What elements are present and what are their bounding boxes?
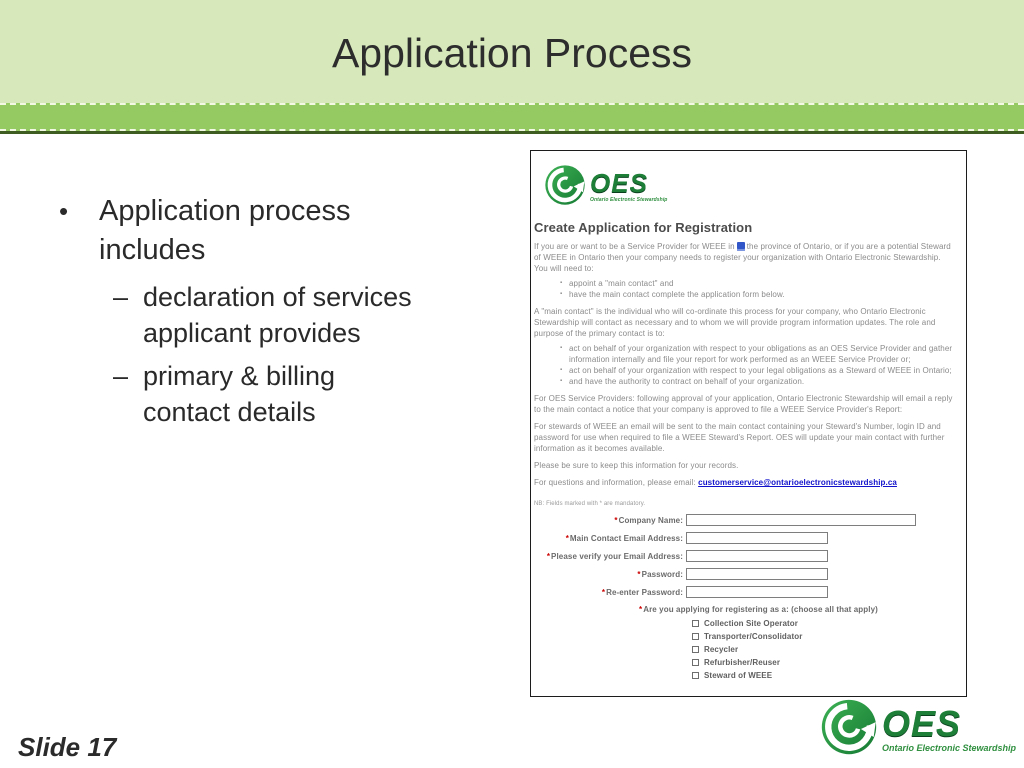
oes-tagline: Ontario Electronic Stewardship <box>590 197 668 203</box>
checkbox-group <box>692 617 956 682</box>
oes-tagline: Ontario Electronic Stewardship <box>881 743 1016 753</box>
questions-text: For questions and information, please email: <box>534 478 699 487</box>
field-label-text: Please verify your Email Address: <box>551 551 683 561</box>
bullet-list <box>55 192 535 437</box>
field-label-text: Company Name: <box>618 515 683 525</box>
reenter-password-input[interactable] <box>686 586 828 598</box>
required-marker: * <box>565 533 569 543</box>
company-name-input[interactable] <box>686 514 916 526</box>
header-divider-line <box>0 131 1024 134</box>
list-item: ▪ have the main contact complete the application form below. <box>560 289 956 300</box>
field-label-text: Main Contact Email Address: <box>569 533 683 543</box>
checkbox-label: Recycler <box>704 645 739 654</box>
required-marker: * <box>601 587 606 597</box>
intro-text-after: the province of Ontario, or if you are a potential Steward of WEEE in Ontario then your company needs to register your organization with Ontario Electronic Stewardship. You will need to: <box>534 242 951 273</box>
verify-email-input[interactable] <box>686 550 828 562</box>
required-marker: * <box>614 515 618 525</box>
oes-logo-footer <box>820 698 1016 761</box>
checkbox-row-steward-of-weee <box>692 669 956 682</box>
field-row-password <box>534 565 956 583</box>
oes-wordmark: OES <box>590 168 648 198</box>
bullet-text: • Application process includes <box>99 195 351 266</box>
password-input[interactable] <box>686 568 828 580</box>
main-contact-email-input[interactable] <box>686 532 828 544</box>
checkbox[interactable] <box>692 646 699 653</box>
checkbox[interactable] <box>692 633 699 640</box>
field-label <box>534 533 686 544</box>
list-item: ▪ and have the authority to contract on behalf of your organization. <box>560 376 956 387</box>
page-title: Application Process <box>331 30 693 76</box>
required-marker: * <box>546 551 551 561</box>
field-row-reenter-password <box>534 583 956 601</box>
checkbox-label: Collection Site Operator <box>704 619 798 628</box>
slide-number: Slide 17 <box>18 732 117 762</box>
email-link[interactable]: customerservice@ontarioelectronicstewardship.ca <box>698 478 897 487</box>
bullet-item-sub <box>113 279 535 351</box>
checkbox[interactable] <box>692 672 699 679</box>
checkbox-row-refurbisher-reuser <box>692 656 956 669</box>
role-list <box>560 343 956 387</box>
field-label <box>534 515 686 526</box>
checkbox-label: Steward of WEEE <box>704 671 773 680</box>
intro-paragraph <box>534 241 956 274</box>
oes-logo-text <box>881 703 1016 753</box>
oes-logo-header <box>544 164 956 209</box>
field-label-text: Re-enter Password: <box>606 587 683 597</box>
questions-paragraph <box>534 477 956 488</box>
header-band <box>0 0 1024 103</box>
bullet-text: – declaration of services applicant provides <box>143 282 412 348</box>
applying-as-label <box>639 604 956 615</box>
required-marker: * <box>639 605 643 614</box>
header-divider-band <box>0 103 1024 131</box>
field-label <box>534 569 686 580</box>
oes-swirl-icon <box>820 698 878 761</box>
oes-wordmark: OES <box>881 703 961 744</box>
field-row-main-contact-email <box>534 529 956 547</box>
main-contact-paragraph: A "main contact" is the individual who will co-ordinate this process for your company, who Ontario Electronic Stewardship will contact as necessary and to whom we will provide program information updates. The role and purpose of the primary contact is to: <box>534 307 936 338</box>
help-icon[interactable] <box>737 242 745 251</box>
mandatory-note: NB: Fields marked with * are mandatory. <box>534 501 646 507</box>
field-row-company-name <box>534 511 956 529</box>
required-marker: * <box>637 569 641 579</box>
oes-logo-text <box>590 170 667 203</box>
checkbox-row-recycler <box>692 643 956 656</box>
bullet-item-sub <box>113 358 535 430</box>
bullet-item-main <box>55 192 535 270</box>
oes-swirl-icon <box>544 164 586 209</box>
records-paragraph: Please be sure to keep this information for your records. <box>534 461 739 470</box>
checkbox-label: Refurbisher/Reuser <box>704 658 781 667</box>
checkbox-row-collection-site-operator <box>692 617 956 630</box>
stewards-paragraph: For stewards of WEEE an email will be sent to the main contact containing your Steward's Number, login ID and password for use when required to file a WEEE Steward's Report. OES will update your main contact with further information as it becomes available. <box>534 422 945 453</box>
checkbox[interactable] <box>692 659 699 666</box>
need-list <box>560 278 956 300</box>
list-item: ▪ appoint a "main contact" and <box>560 278 956 289</box>
field-row-verify-email <box>534 547 956 565</box>
bullet-text: – primary & billing contact details <box>143 361 336 427</box>
field-label <box>534 551 686 562</box>
checkbox-label: Transporter/Consolidator <box>704 632 803 641</box>
form-title: Create Application for Registration <box>534 220 753 235</box>
applying-as-text: Are you applying for registering as a: (choose all that apply) <box>643 605 878 614</box>
checkbox-row-transporter-consolidator <box>692 630 956 643</box>
checkbox[interactable] <box>692 620 699 627</box>
form-fields <box>534 511 956 601</box>
registration-form-screenshot <box>530 150 967 697</box>
field-label <box>534 587 686 598</box>
list-item: ▪ act on behalf of your organization with respect to your obligations as an OES Service Provider and gather information internally and file your report for work performed as an WEEE Service Provider or; <box>560 343 956 365</box>
list-item: ▪ act on behalf of your organization with respect to your legal obligations as a Steward of WEEE in Ontario; <box>560 365 956 376</box>
intro-text-before: If you are or want to be a Service Provider for WEEE in <box>534 242 735 251</box>
sub-bullet-list <box>113 279 535 430</box>
field-label-text: Password: <box>641 569 683 579</box>
providers-paragraph: For OES Service Providers: following approval of your application, Ontario Electronic Stewardship will email a reply to the main contact a notice that your company is approved to file a WEEE Service Provider's Report: <box>534 394 953 414</box>
